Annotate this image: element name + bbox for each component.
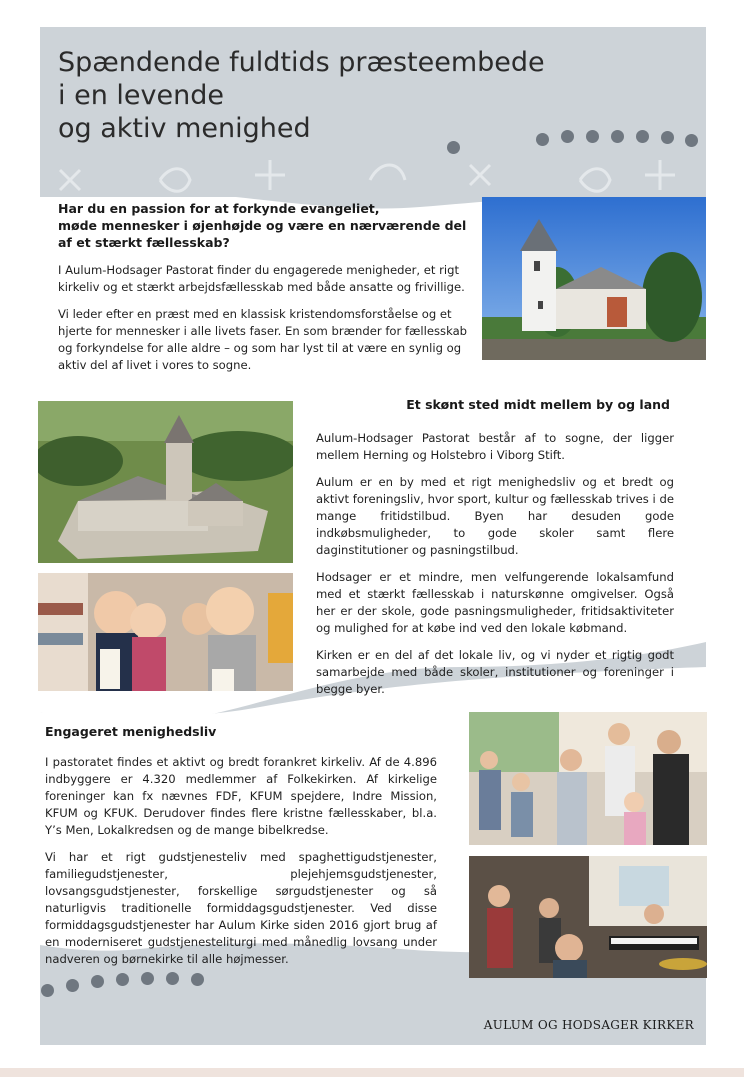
title-line: og aktiv menighed (58, 113, 311, 144)
paragraph: Aulum er en by med et rigt menighedsliv og et bredt og aktivt foreningsliv, hvor sport, kultur og fællesskab trives i de mange fritidstilbud. Byen har desuden gode indkøbsmuligheder, to gode skoler samt flere daginstitutioner og pasningstilbud. (316, 475, 674, 557)
paragraph: I pastoratet findes et aktivt og bredt forankret kirkeliv. Af de 4.896 indbyggere er 4.320 medlemmer af Folkekirken. Af kirkelige foreninger kan fx nævnes FDF, KFUM spejdere, Indre Mission, KFUM og KFUK. Derudover findes flere kristne fællesskaber, bl.a. Y’s Men, Lokalkredsen og de mange bibelkredse. (45, 755, 437, 837)
photo-white-church (482, 197, 706, 360)
section1-body (58, 262, 468, 384)
title-line: i en levende (58, 80, 224, 111)
section2-heading: Et skønt sted midt mellem by og land (406, 397, 670, 412)
paragraph: Hodsager er et mindre, men velfungerende lokalsamfund med et stærkt fællesskab i naturskønne omgivelser. Også her er der skole, gode pasningsmuligheder, fritidsaktiviteter og mulighed for at købe ind ved den lokale købmand. (316, 570, 674, 635)
page-edge (0, 1068, 744, 1077)
section1-heading-line: møde mennesker i øjenhøjde og være en nærværende del (58, 218, 467, 233)
section2-body (316, 430, 674, 708)
section1-heading-line: Har du en passion for at forkynde evangeliet, (58, 201, 380, 216)
paragraph: Vi leder efter en præst med en klassisk kristendomsforståelse og et hjerte for mennesker i alle livets faser. En som brænder for fællesskab og forkyndelse for alle aldre – og som har lyst til at være en synlig og aktiv del af livet i vores to sogne. (58, 307, 468, 372)
photo-children-candles (38, 573, 293, 691)
section1-heading (58, 200, 468, 251)
paragraph: Kirken er en del af det lokale liv, og vi nyder et rigtig godt samarbejde med både skoler, institutioner og foreninger i begge byer. (316, 648, 674, 696)
photo-congregation-gathering (469, 712, 707, 845)
section1-heading-line: af et stærkt fællesskab? (58, 235, 230, 250)
paragraph: I Aulum-Hodsager Pastorat finder du engagerede menigheder, et rigt kirkeliv og et stærkt arbejdsfællesskab med både ansatte og frivillige. (58, 263, 465, 294)
section3-heading: Engageret menighedsliv (45, 724, 217, 739)
footer-organization-label: AULUM OG HODSAGER KIRKER (483, 1018, 694, 1032)
page-title (58, 46, 618, 145)
title-line: Spændende fuldtids præsteembede (58, 47, 545, 78)
paragraph: Vi har et rigt gudstjenesteliv med spaghettigudstjenester, familiegudstjenester, plejehjemsgudstjenester, lovsangsgudstjenester, forskellige sørgudstjenester og så naturligvis traditionelle formiddagsgudstjenester. Ved disse formiddagsgudstjenester har Aulum Kirke siden 2016 gjort brug af en moderniseret gudstjenesteliturgi med månedlig lovsang under nadveren og børnekirke til alle højmesser. (45, 850, 437, 966)
photo-worship-band (469, 856, 707, 978)
photo-aerial-church (38, 401, 293, 563)
paragraph: Aulum-Hodsager Pastorat består af to sogne, der ligger mellem Herning og Holstebro i Viborg Stift. (316, 431, 674, 462)
section3-body (45, 754, 437, 978)
